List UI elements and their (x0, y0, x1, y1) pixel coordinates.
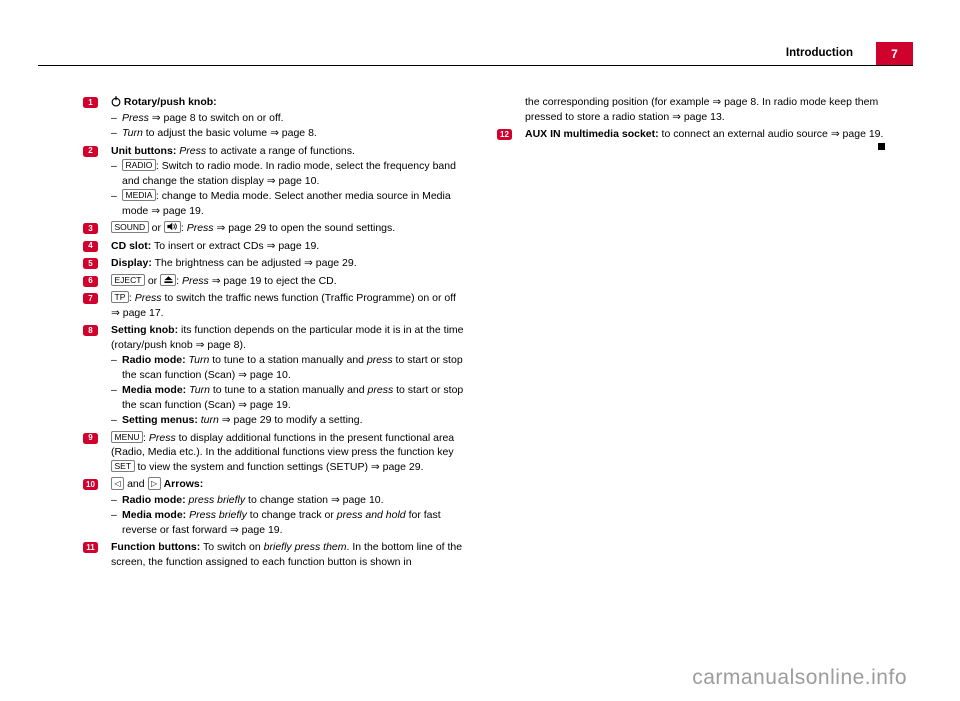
text-run: press and hold (336, 509, 406, 521)
sub-item-dash: – (111, 127, 117, 139)
key-speaker (164, 221, 181, 233)
sub-item-text: Media mode: Press briefly to change track or press and hold for fast reverse or fast forward ⇒ page 19. (122, 509, 441, 536)
sub-item-dash: – (111, 384, 117, 396)
text-run: Press (148, 431, 176, 444)
key-eject-label: EJECT (111, 274, 145, 286)
item-text: CD slot: To insert or extract CDs ⇒ page 19. (111, 239, 320, 252)
item-text: Display: The brightness can be adjusted ⇒ page 29. (111, 257, 357, 269)
sub-item-text: Setting menus: turn ⇒ page 29 to modify a setting. (122, 414, 363, 426)
manual-item-3 (83, 221, 465, 236)
item-text: Unit buttons: Press to activate a range of functions. (111, 144, 355, 157)
sub-item (111, 413, 465, 428)
item-text: EJECT or : Press ⇒ page 19 to eject the CD. (111, 274, 465, 289)
item-text: MENU : Press to display additional functions in the present functional area (Radio, Media etc.). In the additional functions view press the function key SET to view the system and function settings (SETUP) ⇒ page 29. (111, 431, 455, 473)
page-ref-arrow: ⇒ (370, 460, 380, 473)
sub-item (111, 111, 465, 126)
item-number-badge: 12 (497, 129, 512, 140)
page-ref-arrow: ⇒ (304, 257, 313, 269)
sub-item (111, 126, 465, 141)
sub-item (111, 508, 465, 537)
sub-item-dash: – (111, 160, 117, 172)
text-run: Function buttons: (111, 541, 201, 553)
manual-item-8 (83, 323, 465, 428)
item-text: SOUND or : Press ⇒ page 29 to open the sound settings. (111, 221, 465, 236)
text-run: press briefly (188, 493, 246, 506)
sub-item-text: Turn to adjust the basic volume ⇒ page 8. (122, 127, 317, 139)
page-ref-arrow: ⇒ (221, 414, 231, 426)
text-run: Rotary/push knob: (123, 96, 217, 108)
section-title: Introduction (785, 47, 853, 59)
text-run: briefly press them (263, 541, 347, 553)
item-content (111, 95, 465, 141)
continuation-paragraph (497, 95, 889, 124)
sub-item (111, 383, 465, 412)
text-run: Press briefly (189, 509, 247, 521)
text-run: Turn (188, 354, 210, 366)
item-content (111, 256, 465, 271)
manual-item-5 (83, 256, 465, 271)
sub-item-text: Radio mode: press briefly to change station ⇒ page 10. (122, 493, 384, 506)
manual-item-9 (83, 431, 465, 475)
item-text: the corresponding position (for example ⇒ page 8. In radio mode keep them pressed to store a radio station ⇒ page 13. (525, 96, 879, 123)
text-run: Unit buttons: (111, 144, 177, 157)
key-arrow-left (111, 477, 124, 490)
text-run: Media mode: (122, 509, 187, 521)
item-number-badge: 5 (83, 258, 98, 269)
item-content (111, 291, 465, 320)
key-media-label: MEDIA (122, 189, 156, 201)
arrow-right-icon: ▷ (151, 479, 158, 488)
item-number-badge: 7 (83, 293, 98, 304)
page-number-badge: 7 (876, 42, 913, 65)
right-column (497, 95, 889, 145)
item-text: Setting knob: its function depends on the particular mode it is in at the time (rotary/push knob ⇒ page 8). (111, 324, 464, 351)
text-run: Press (186, 222, 214, 234)
item-text: AUX IN multimedia socket: to connect an external audio source ⇒ page 19. (525, 128, 884, 140)
text-run: Radio mode: (122, 493, 186, 506)
item-text: ◁ and ▷ Arrows: (111, 477, 465, 492)
page-ref-arrow: ⇒ (151, 111, 161, 124)
item-content (111, 540, 465, 569)
page-ref-arrow: ⇒ (830, 128, 840, 140)
key-set-label: SET (111, 460, 135, 472)
item-number-badge: 2 (83, 146, 98, 157)
item-number-badge: 8 (83, 325, 98, 336)
key-tp-label: TP (111, 291, 129, 303)
arrow-left-icon: ◁ (114, 479, 121, 488)
text-run: Setting menus: (122, 414, 198, 426)
item-content (525, 127, 889, 142)
page-ref-arrow: ⇒ (266, 239, 276, 252)
page-ref-arrow: ⇒ (195, 338, 205, 351)
left-column (83, 95, 465, 572)
page-ref-arrow: ⇒ (216, 222, 226, 234)
page-ref-arrow: ⇒ (672, 110, 681, 123)
text-run: Press (181, 274, 209, 287)
text-run: Press (179, 144, 207, 157)
rotary-knob-icon (111, 96, 121, 108)
item-number-badge: 3 (83, 223, 98, 234)
text-run: Turn (122, 127, 143, 139)
text-run: Radio mode: (122, 354, 186, 366)
manual-item-12 (497, 127, 889, 142)
page-header (38, 0, 913, 66)
item-number-badge: 6 (83, 276, 98, 287)
item-content (111, 431, 465, 475)
text-run: press (366, 354, 393, 366)
item-text: TP : Press to switch the traffic news function (Traffic Programme) on or off ⇒ page 17. (111, 292, 456, 319)
sub-item-dash: – (111, 354, 117, 366)
item-content (525, 95, 889, 124)
sub-item (111, 159, 465, 188)
page-ref-arrow: ⇒ (270, 127, 279, 139)
page-ref-arrow: ⇒ (229, 523, 239, 536)
page-ref-arrow: ⇒ (266, 174, 276, 187)
sub-item-dash: – (111, 493, 117, 506)
watermark: carmanualsonline.info (692, 666, 907, 689)
sub-item-text: Press ⇒ page 8 to switch on or off. (122, 111, 284, 124)
item-content (111, 323, 465, 428)
item-text: Function buttons: To switch on briefly press them. In the bottom line of the screen, the function assigned to each function button is shown in (111, 541, 463, 568)
text-run: Arrows: (163, 478, 204, 490)
key-menu-label: MENU (111, 431, 143, 443)
speaker-icon (167, 222, 177, 232)
manual-item-1 (83, 95, 465, 141)
sub-item (111, 493, 465, 508)
sub-item-text: RADIO : Switch to radio mode. In radio mode, select the frequency band and change the station display ⇒ page 10. (122, 160, 456, 187)
item-number-badge: 9 (83, 433, 98, 444)
manual-item-6 (83, 274, 465, 289)
text-run: Media mode: (122, 384, 187, 396)
page-ref-arrow: ⇒ (712, 96, 722, 108)
text-run: turn (200, 414, 219, 426)
page-ref-arrow: ⇒ (238, 398, 247, 411)
text-run: Press (122, 111, 149, 124)
item-number-badge: 10 (83, 479, 98, 490)
manual-item-10 (83, 477, 465, 537)
item-content (111, 274, 465, 289)
key-sound-label: SOUND (111, 221, 149, 233)
sub-item-dash: – (111, 111, 117, 124)
sub-item-text: Media mode: Turn to tune to a station manually and press to start or stop the scan function (Scan) ⇒ page 19. (122, 384, 464, 411)
eject-icon (164, 275, 173, 285)
sub-item-dash: – (111, 190, 117, 202)
text-run: Press (134, 292, 162, 304)
page-ref-arrow: ⇒ (238, 368, 247, 381)
text-run: Turn (189, 384, 210, 396)
sub-item (111, 189, 465, 218)
item-text (111, 95, 465, 110)
item-number-badge: 1 (83, 97, 98, 108)
section-end-marker (878, 143, 885, 150)
page-ref-arrow: ⇒ (151, 204, 160, 217)
page-ref-arrow: ⇒ (211, 274, 221, 287)
item-content (111, 477, 465, 537)
key-arrow-right (148, 477, 161, 490)
text-run: Display: (111, 257, 152, 269)
sub-item (111, 353, 465, 382)
manual-item-2 (83, 144, 465, 219)
manual-item-11 (83, 540, 465, 569)
sub-item-text: Radio mode: Turn to tune to a station manually and press to start or stop the scan function (Scan) ⇒ page 10. (122, 354, 463, 381)
manual-item-7 (83, 291, 465, 320)
key-eject (160, 274, 176, 286)
key-radio-label: RADIO (122, 159, 156, 171)
item-content (111, 221, 465, 236)
text-run: Setting knob: (111, 324, 179, 336)
text-run: press (367, 384, 394, 396)
item-number-badge: 11 (83, 542, 98, 553)
manual-item-4 (83, 239, 465, 254)
text-run: CD slot: (111, 239, 152, 252)
item-number-badge: 4 (83, 241, 98, 252)
sub-item-text: MEDIA : change to Media mode. Select another media source in Media mode ⇒ page 19. (122, 190, 451, 217)
text-run: AUX IN multimedia socket: (525, 128, 659, 140)
page-ref-arrow: ⇒ (111, 306, 120, 319)
item-content (111, 144, 465, 219)
page-ref-arrow: ⇒ (330, 493, 340, 506)
item-content (111, 239, 465, 254)
sub-item-dash: – (111, 509, 117, 521)
sub-item-dash: – (111, 414, 117, 426)
